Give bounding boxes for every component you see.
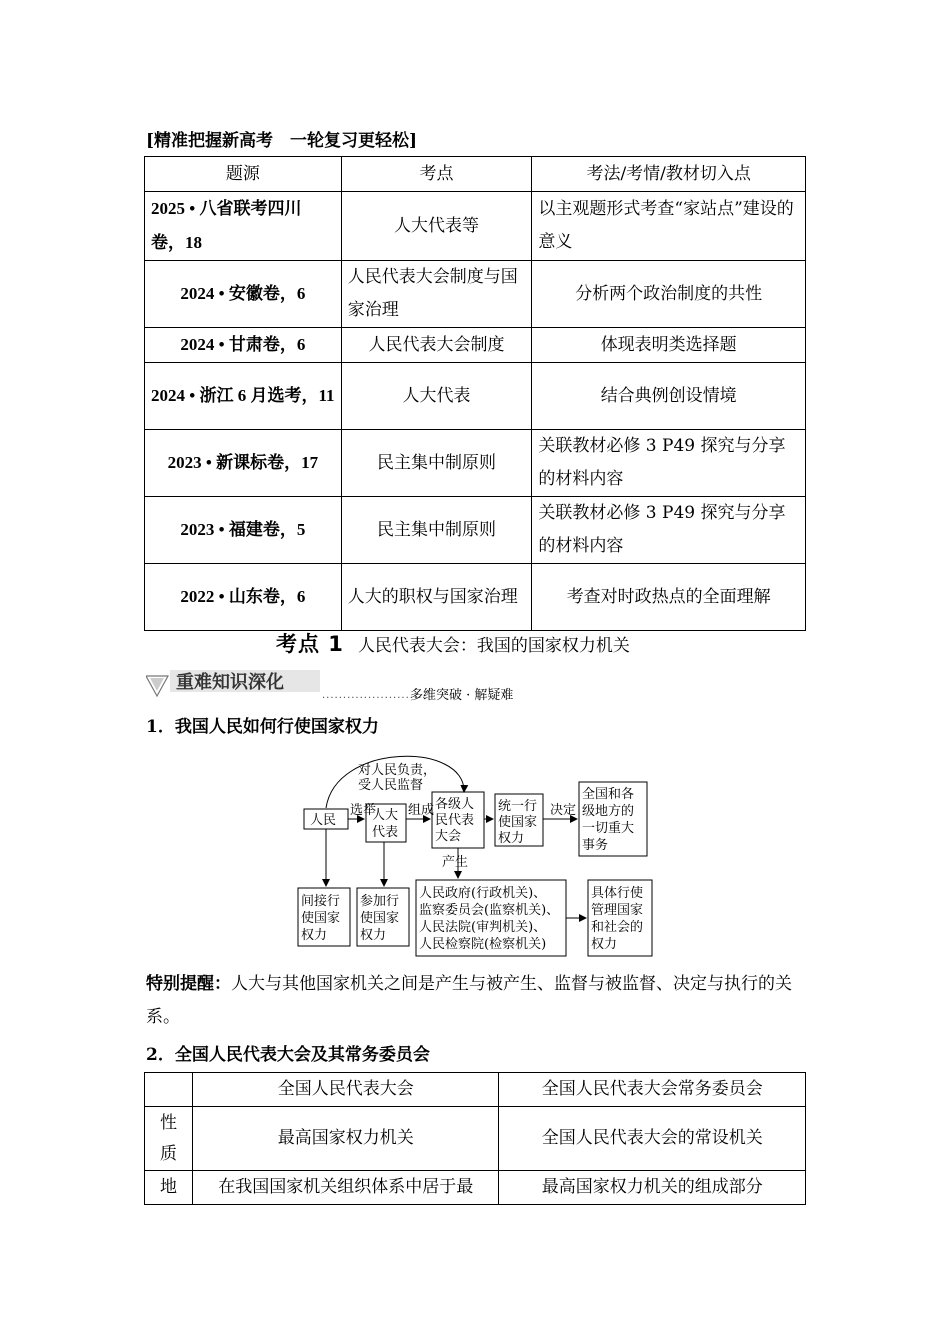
power-flow-diagram [296,752,666,957]
row-point: 民主集中制原则 [341,497,532,564]
row-source: 2024 • 安徽卷，6 [145,261,342,328]
table-header-row [145,1073,806,1107]
row-method: 分析两个政治制度的共性 [532,261,806,328]
affairs-label: 事务 [582,838,609,853]
deputies-label: 人大 [372,808,399,823]
topic-title: 人民代表大会：我国的国家权力机关 [357,636,630,656]
indirect-label: 间接行 [301,894,341,909]
header-standing: 全国人民代表大会常务委员会 [499,1073,806,1107]
table-row [145,1107,806,1171]
organs-label: 监察委员会(监察机关)、 [419,903,560,918]
special-note [146,968,808,1034]
concrete-label: 管理国家 [591,903,644,918]
header-blank [145,1073,193,1107]
section-2-heading: 2．全国人民代表大会及其常务委员会 [146,1045,430,1065]
header-point: 考点 [341,157,532,192]
row-npc: 在我国国家机关组织体系中居于最 [192,1171,499,1205]
row-label: 性质 [145,1107,193,1171]
people-label: 人民 [310,813,337,828]
join-label: 使国家 [360,911,400,926]
arc-label: 对人民负责， [358,763,437,778]
banner-subtitle: 多维突破 · 解疑难 [410,688,514,703]
exam-source-table [144,156,806,631]
row-method: 关联教材必修 3 P49 探究与分享的材料内容 [532,497,806,564]
affairs-label: 全国和各 [582,787,635,802]
note-text: 人大与其他国家机关之间是产生与被产生、监督与被监督、决定与执行的关系。 [146,974,792,1027]
table-row [145,430,806,497]
row-method: 考查对时政热点的全面理解 [532,564,806,631]
page-heading: [精准把握新高考 一轮复习更轻松] [146,131,418,151]
organs-label: 人民法院(审判机关)、 [419,920,547,935]
unify-label: 权力 [498,831,525,846]
congress-label: 大会 [435,829,462,844]
affairs-label: 一切重大 [582,821,635,836]
row-source: 2024 • 浙江 6 月选考，11 [145,363,342,430]
table-header-row [145,157,806,192]
produce-label: 产生 [442,855,469,870]
arc-label: 受人民监督 [358,778,424,793]
row-standing: 最高国家权力机关的组成部分 [499,1171,806,1205]
row-method: 关联教材必修 3 P49 探究与分享的材料内容 [532,430,806,497]
table-row [145,328,806,363]
row-point: 人民代表大会制度与国家治理 [341,261,532,328]
concrete-label: 权力 [591,937,618,952]
row-method: 以主观题形式考查“家站点”建设的意义 [532,192,806,261]
row-point: 人大代表等 [341,192,532,261]
row-point: 人民代表大会制度 [341,328,532,363]
row-point: 民主集中制原则 [341,430,532,497]
row-label: 地 [145,1171,193,1205]
elect-label: 选举 [350,803,377,818]
row-source: 2022 • 山东卷，6 [145,564,342,631]
unify-label: 使国家 [498,815,538,830]
decide-label: 决定 [550,803,577,818]
row-source: 2024 • 甘肃卷，6 [145,328,342,363]
header-method: 考法/考情/教材切入点 [532,157,806,192]
table-row [145,363,806,430]
table-row [145,497,806,564]
row-method: 体现表明类选择题 [532,328,806,363]
topic-heading [276,628,630,658]
topic-label: 考点 1 [276,632,344,656]
table-row [145,564,806,631]
indirect-label: 权力 [301,928,328,943]
congress-label: 民代表 [435,813,475,828]
row-source: 2023 • 新课标卷，17 [145,430,342,497]
row-point: 人大代表 [341,363,532,430]
concrete-label: 具体行使 [591,886,644,901]
concrete-label: 和社会的 [591,920,644,935]
congress-label: 各级人 [435,797,475,812]
banner-title: 重难知识深化 [176,672,284,693]
section-1-heading: 1．我国人民如何行使国家权力 [146,717,379,737]
npc-comparison-table [144,1072,806,1205]
header-source: 题源 [145,157,342,192]
row-standing: 全国人民代表大会的常设机关 [499,1107,806,1171]
row-source: 2025 • 八省联考四川卷，18 [145,192,342,261]
banner-dots: ......................... [322,690,427,701]
table-row [145,261,806,328]
row-point: 人大的职权与国家治理 [341,564,532,631]
unify-label: 统一行 [498,799,538,814]
form-label: 组成 [408,803,435,818]
table-row [145,192,806,261]
table-row [145,1171,806,1205]
join-label: 参加行 [360,894,400,909]
row-source: 2023 • 福建卷，5 [145,497,342,564]
organs-label: 人民政府(行政机关)、 [419,886,547,901]
row-method: 结合典例创设情境 [532,363,806,430]
indirect-label: 使国家 [301,911,341,926]
deputies-label: 代表 [372,825,399,840]
affairs-label: 级地方的 [582,804,635,819]
join-label: 权力 [360,928,387,943]
banner-triangle-fill-icon [150,678,164,691]
row-npc: 最高国家权力机关 [192,1107,499,1171]
organs-label: 人民检察院(检察机关) [419,937,547,952]
header-npc: 全国人民代表大会 [192,1073,499,1107]
note-label: 特别提醒： [146,974,231,994]
